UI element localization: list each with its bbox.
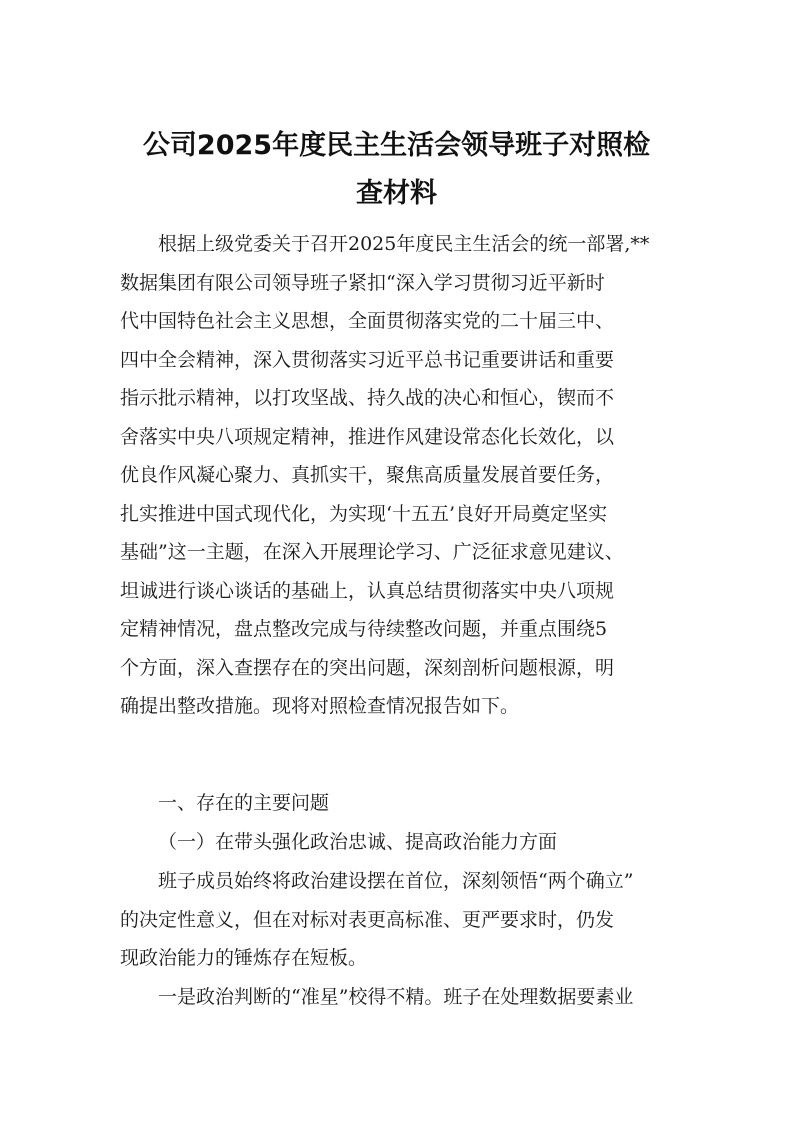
intro-line: 基础”这一主题，在深入开展理论学习、广泛征求意见建议、	[120, 541, 624, 563]
intro-line: 扎实推进中国式现代化，为实现‘十五五’良好开局奠定坚实	[120, 502, 608, 525]
intro-line: 代中国特色社会主义思想，全面贯彻落实党的二十届三中、	[120, 310, 615, 332]
body-line: 的决定性意义，但在对标对表更高标准、更严要求时，仍发	[120, 908, 615, 931]
intro-line: 指示批示精神，以打攻坚战、持久战的决心和恒心，锲而不	[120, 387, 615, 409]
section-heading	[120, 784, 676, 823]
item-line: 一是政治判断的“准星”校得不精。班子在处理数据要素业	[158, 986, 634, 1008]
intro-line: 优良作风凝心聚力、真抓实干，聚焦高质量发展首要任务，	[120, 464, 615, 486]
section-heading-text: 一、存在的主要问题	[158, 792, 330, 814]
intro-line: 个方面，深入查摆存在的突出问题，深刻剖析问题根源，明	[120, 656, 615, 679]
item-paragraph	[120, 978, 676, 1017]
intro-line: 坦诚进行谈心谈话的基础上，认真总结贯彻落实中央八项规	[120, 579, 615, 602]
intro-line: 确提出整改措施。现将对照检查情况报告如下。	[120, 695, 520, 717]
intro-line: 舍落实中央八项规定精神，推进作风建设常态化长效化，以	[120, 425, 615, 448]
intro-line: 定精神情况，盘点整改完成与待续整改问题，并重点围绕5	[120, 618, 608, 640]
document-title-line-1: 公司2025年度民主生活会领导班子对照检	[142, 130, 651, 161]
body-paragraph	[120, 862, 676, 978]
intro-line: 四中全会精神，深入贯彻落实习近平总书记重要讲话和重要	[120, 348, 615, 371]
subsection-heading	[120, 823, 676, 862]
body-line: 现政治能力的锤炼存在短板。	[120, 947, 368, 969]
intro-paragraph	[120, 225, 676, 726]
subsection-heading-text: （一）在带头强化政治忠诚、提高政治能力方面	[158, 831, 558, 853]
intro-line: 数据集团有限公司领导班子紧扣“深入学习贯彻习近平新时	[120, 271, 605, 294]
intro-line: 根据上级党委关于召开2025年度民主生活会的统一部署,**	[158, 233, 650, 255]
body-line: 班子成员始终将政治建设摆在首位，深刻领悟“两个确立”	[158, 870, 634, 892]
document-title-line-2: 查材料	[356, 178, 437, 209]
